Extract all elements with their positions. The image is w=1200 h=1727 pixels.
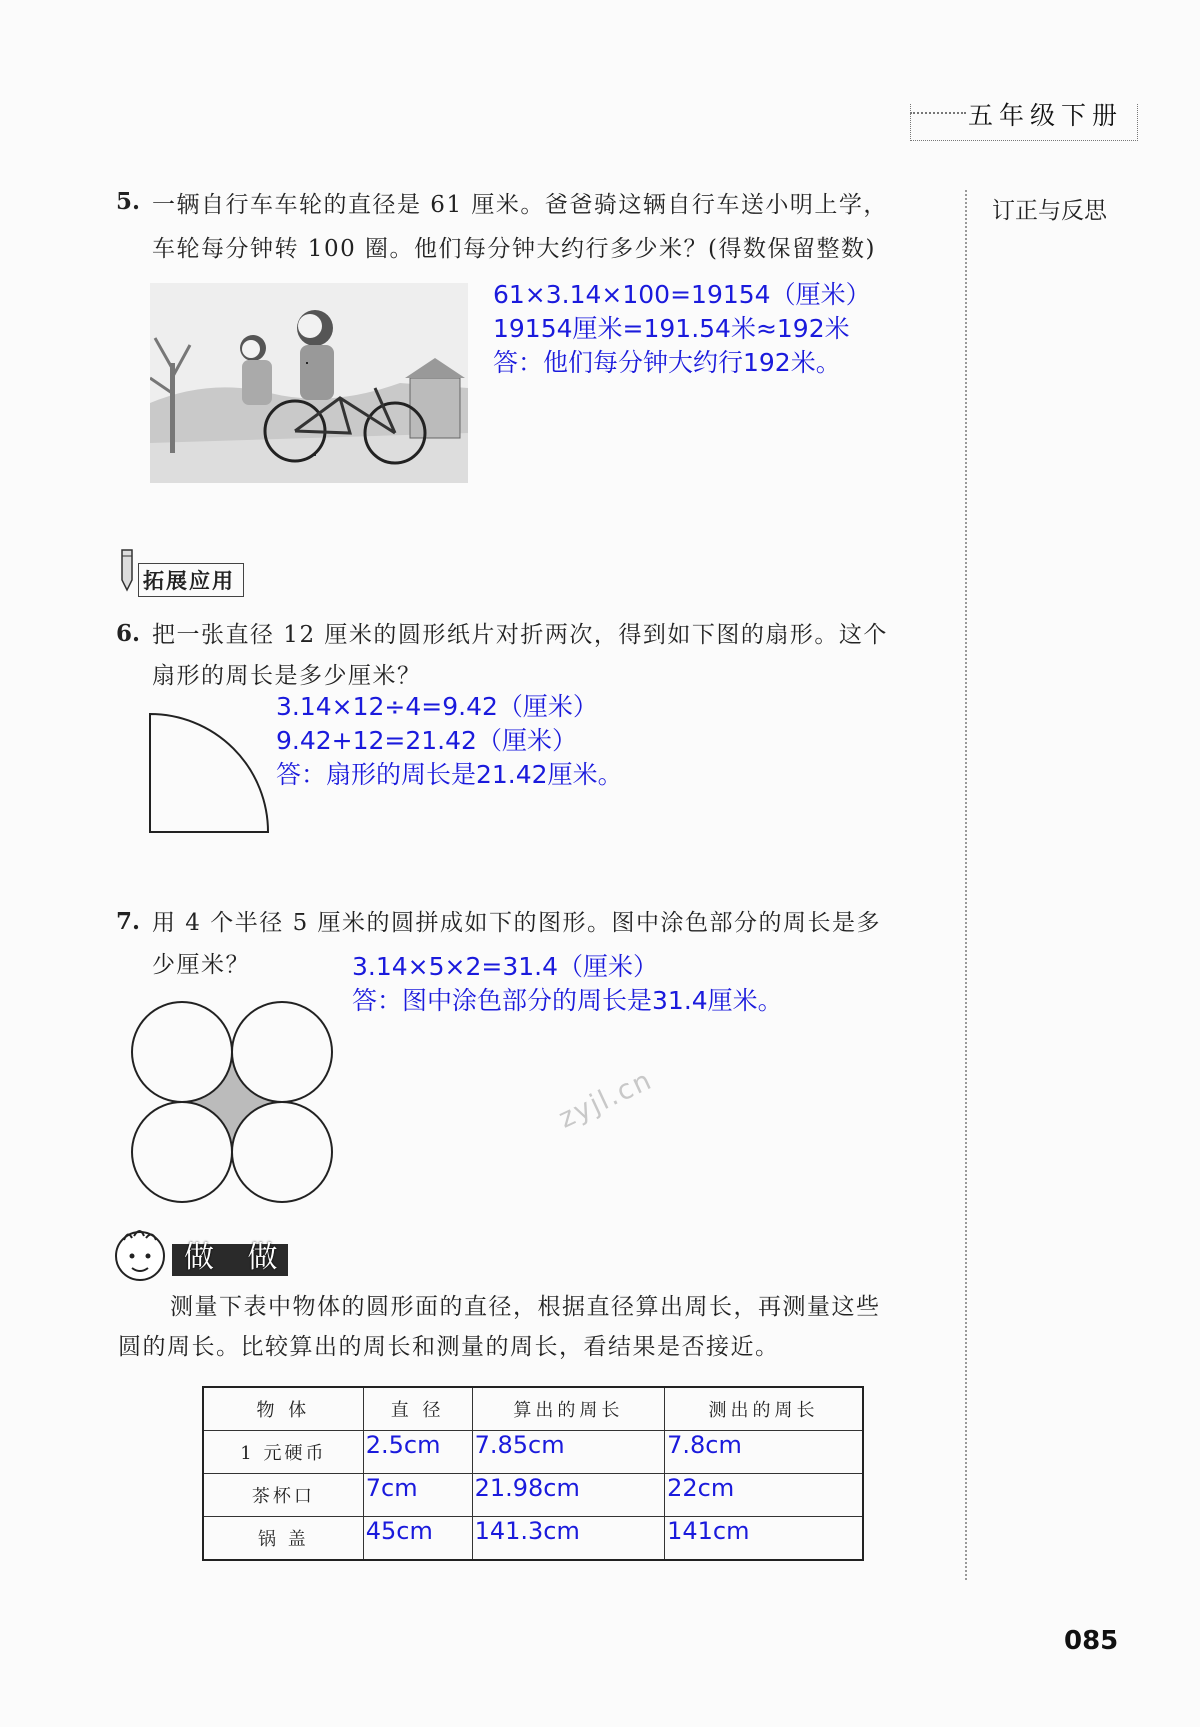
section-extend-label: 拓展应用 xyxy=(138,563,244,597)
row-measured: 7.8cm xyxy=(665,1431,863,1474)
row-diameter: 45cm xyxy=(363,1517,472,1561)
margin-divider xyxy=(965,190,967,1580)
q7-number: 7. xyxy=(116,908,141,935)
row-measured: 141cm xyxy=(665,1517,863,1561)
table-row xyxy=(203,1431,863,1474)
bicycle-illustration xyxy=(150,283,468,483)
margin-label: 订正与反思 xyxy=(992,198,1107,224)
four-circles-figure xyxy=(128,998,336,1206)
header-calc: 算出的周长 xyxy=(472,1387,665,1431)
header-item: 物 体 xyxy=(203,1387,363,1431)
q7-line2: 少厘米？ xyxy=(152,952,250,978)
q5-answer-1: 61×3.14×100=19154（厘米） xyxy=(493,280,871,309)
row-calc: 7.85cm xyxy=(472,1431,665,1474)
row-item: 1 元硬币 xyxy=(203,1431,363,1474)
header-diameter: 直 径 xyxy=(363,1387,472,1431)
row-item: 茶杯口 xyxy=(203,1474,363,1517)
q7-answer-2: 答：图中涂色部分的周长是31.4厘米。 xyxy=(352,986,783,1015)
q6-answer-3: 答：扇形的周长是21.42厘米。 xyxy=(276,760,623,789)
measurement-table xyxy=(202,1386,864,1561)
q6-answer-2: 9.42+12=21.42（厘米） xyxy=(276,726,577,755)
q5-line2: 车轮每分钟转 100 圈。他们每分钟大约行多少米？(得数保留整数) xyxy=(152,236,876,262)
q6-line2: 扇形的周长是多少厘米？ xyxy=(152,663,422,689)
row-item: 锅 盖 xyxy=(203,1517,363,1561)
row-measured: 22cm xyxy=(665,1474,863,1517)
table-header-row xyxy=(203,1387,863,1431)
watermark: zyjl.cn xyxy=(554,1064,658,1135)
grade-tag: 五年级下册 xyxy=(968,101,1124,130)
q6-answer-1: 3.14×12÷4=9.42（厘米） xyxy=(276,692,598,721)
row-calc: 141.3cm xyxy=(472,1517,665,1561)
pencil-icon xyxy=(116,548,138,592)
table-row xyxy=(203,1517,863,1561)
q5-line1: 一辆自行车车轮的直径是 61 厘米。爸爸骑这辆自行车送小明上学， xyxy=(152,192,888,218)
row-calc: 21.98cm xyxy=(472,1474,665,1517)
face-icon xyxy=(112,1226,168,1284)
section-do-line1: 测量下表中物体的圆形面的直径，根据直径算出周长，再测量这些 xyxy=(170,1294,881,1320)
row-diameter: 7cm xyxy=(363,1474,472,1517)
header-measured: 测出的周长 xyxy=(665,1387,863,1431)
page-number: 085 xyxy=(1064,1626,1119,1656)
section-do-label: 做 做 xyxy=(184,1240,290,1275)
q5-answer-2: 19154厘米=191.54米≈192米 xyxy=(493,314,850,343)
row-diameter: 2.5cm xyxy=(363,1431,472,1474)
grade-tag-dots xyxy=(910,112,966,114)
q7-answer-1: 3.14×5×2=31.4（厘米） xyxy=(352,952,658,981)
q7-line1: 用 4 个半径 5 厘米的圆拼成如下的图形。图中涂色部分的周长是多 xyxy=(152,910,882,936)
q6-line1: 把一张直径 12 厘米的圆形纸片对折两次，得到如下图的扇形。这个 xyxy=(152,622,888,648)
sector-figure xyxy=(148,712,272,836)
table-row xyxy=(203,1474,863,1517)
q5-answer-3: 答：他们每分钟大约行192米。 xyxy=(493,348,841,377)
section-do-line2: 圆的周长。比较算出的周长和测量的周长，看结果是否接近。 xyxy=(118,1334,780,1360)
q6-number: 6. xyxy=(116,620,141,647)
q5-number: 5. xyxy=(116,188,141,215)
